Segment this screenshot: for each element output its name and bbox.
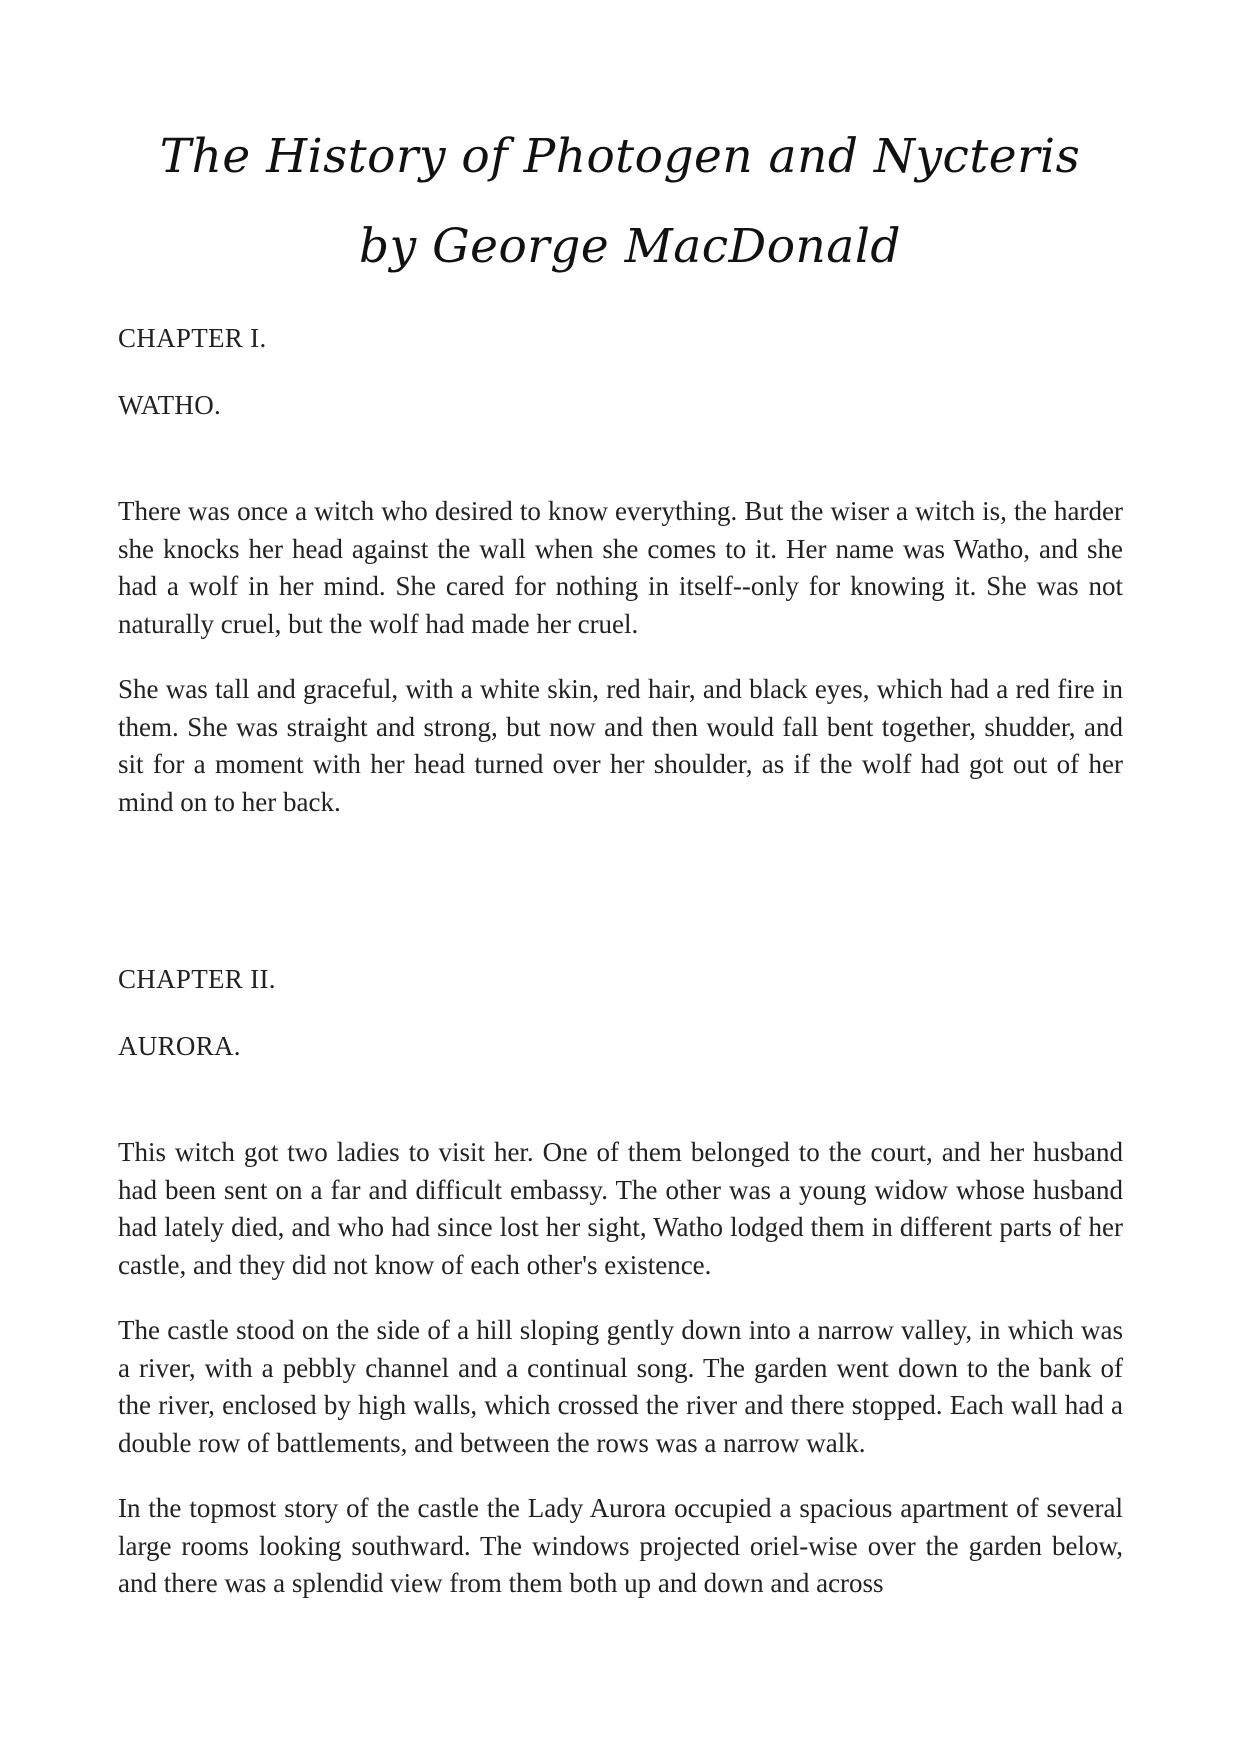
document-title: The History of Photogen and Nycteris <box>159 129 1081 184</box>
paragraph: The castle stood on the side of a hill sloping gently down into a narrow valley, in which was a river, with a pebbly channel and a continual song. The garden went down to the bank of the river, enclosed by high walls, which crossed the river and there stopped. Each wall had a double row of battlements, and between the rows was a narrow walk. <box>118 1315 1123 1458</box>
chapter-separator <box>118 849 1123 959</box>
paragraph: This witch got two ladies to visit her. One of them belonged to the court, and her husband had been sent on a far and difficult embassy. The other was a young widow whose husband had lately died, and who had since lost her sight, Watho lodged them in different parts of her castle, and they did not know of each other's existence. <box>118 1137 1123 1280</box>
paragraph: In the topmost story of the castle the Lady Aurora occupied a spacious apartment of several large rooms looking southward. The windows projected oriel-wise over the garden below, and there was a splendid view from them both up and down and across <box>118 1493 1123 1598</box>
chapter-name: WATHO. <box>118 390 222 420</box>
chapter-name: AURORA. <box>118 1031 241 1061</box>
paragraph: There was once a witch who desired to know everything. But the wiser a witch is, the harder she knocks her head against the wall when she comes to it. Her name was Watho, and she had a wolf in her mind. She cared for nothing in itself--only for knowing it. She was not naturally cruel, but the wolf had made her cruel. <box>118 496 1123 639</box>
title-block <box>0 112 1240 292</box>
chapter-1 <box>118 318 1123 821</box>
chapter-number: CHAPTER I. <box>118 323 267 353</box>
paragraph: She was tall and graceful, with a white skin, red hair, and black eyes, which had a red fire in them. She was straight and strong, but now and then would fall bent together, shudder, and sit for a moment with her head turned over her shoulder, as if the wolf had got out of her mind on to her back. <box>118 674 1123 817</box>
document-byline: by George MacDonald <box>359 219 901 274</box>
document-body <box>118 318 1123 1631</box>
chapter-2 <box>118 959 1123 1603</box>
chapter-number: CHAPTER II. <box>118 964 276 994</box>
